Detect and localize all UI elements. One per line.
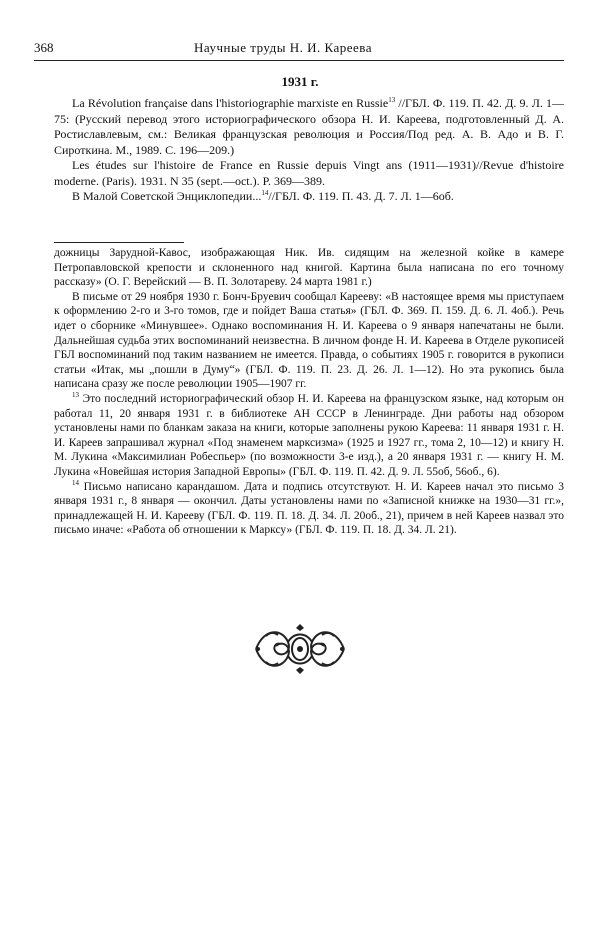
entry-title: В Малой Советской Энциклопедии...: [72, 189, 262, 203]
footnotes: [54, 246, 564, 538]
footnote-ref: 14: [261, 189, 269, 197]
ornament-icon: [252, 622, 348, 676]
footnote-separator: [54, 242, 184, 243]
footnote-13: [54, 392, 564, 480]
bibliography-entry: [54, 158, 564, 189]
footnote-number: 13: [72, 391, 79, 400]
entry-text: //ГБЛ. Ф. 119. П. 42. Д. 9. Л. 1—75: (Русский перевод этого историографического обзора Н. И. Кареева, подготовленный Д. А. Ростиславлевым, см.: Великая французская революция и Россия/Под ред. А. В. Адо и В. Г. Сироткина. М., 1989. С. 196—209.): [54, 96, 564, 157]
entry-text: //ГБЛ. Ф. 119. П. 43. Д. 7. Л. 1—6об.: [268, 189, 454, 203]
entry-title: La Révolution française dans l'historiographie marxiste en Russie: [72, 96, 389, 110]
year-heading: 1931 г.: [281, 74, 319, 89]
footnote-ref: 13: [388, 96, 396, 104]
footnote-text: Письмо написано карандашом. Дата и подпись отсутствуют. Н. И. Кареев начал это письмо 3 января 1931 г., 8 января — окончил. Даты установлены нами по «Записной книжке на 1930—31 гг.», принадлежащей Н. И. Карееву (ГБЛ. Ф. 119. П. 18. Д. 34. Л. 20об., 21), причем в ней Кареев назвал это письмо иначе: «Работа об отношении к Марксу» (ГБЛ. Ф. 119. П. 18. Д. 34. Л. 21).: [54, 480, 564, 537]
footnote-paragraph: В письме от 29 ноября 1930 г. Бонч-Бруевич сообщал Карееву: «В настоящее время мы приступаем к оформлению 2-го и 3-го томов, где и пойдет Ваша статья» (ГБЛ. Ф. 369. П. 159. Д. 6. Л. 4об.). Речь идет о сборнике «Минувшее». Однако воспоминания Н. И. Кареева о 9 января напечатаны не были. Дальнейшая судьба этих воспоминаний неизвестна. В личном фонде Н. И. Кареева в Отделе рукописей ГБЛ воспоминаний под таким названием не имеется. Правда, о событиях 1905 г. говорится в рукописи статьи «Итак, мы „пошли в Думу“» (ГБЛ. Ф. 119. П. 23. Д. 26. Л. 1—12). Но эта рукопись была написана сразу же после революции 1905—1907 гг.: [54, 290, 564, 391]
bibliography-list: [54, 96, 564, 205]
running-header: [34, 40, 564, 61]
bibliography-entry: [54, 96, 564, 158]
footnote-text: Это последний историографический обзор Н. И. Кареева на французском языке, над которым он работал 11, 20 января 1931 г. в библиотеке АН СССР в Ленинграде. Дни работы над обзором установлены нами по бланкам заказа на книги, которые заполнены рукою Кареева: 11 января 1931 г. Н. И. Кареев запрашивал журнал «Под знаменем марксизма» (1925 и 1927 гг., тома 2, 10—12) и книгу Н. М. Лукина «Максимилиан Робеспьер» (по возможности 3-е изд.), а 20 января 1931 г. — книгу Н. М. Лукина «Новейшая история Западной Европы» (ГБЛ. Ф. 119. П. 42. Д. 9. Л. 55об, 56об., 6).: [54, 392, 564, 478]
footnote-number: 14: [72, 478, 79, 487]
running-title: Научные труды Н. И. Кареева: [194, 40, 373, 55]
footnote-14: [54, 480, 564, 538]
entry-title: Les études sur l'histoire de France en Russie depuis Vingt ans (1911—1931)//Revue d'histoire moderne. (Paris). 1931. N 35 (sept.—oct.). P. 369—389.: [54, 158, 564, 188]
page-number: 368: [34, 40, 54, 55]
footnote-continuation: дожницы Зарудной-Кавос, изображающая Ник. Ив. сидящим на железной койке в камере Петропавловской крепости и склоненного над книгой. Картина была написана по его точному рассказу» (О. Г. Верейский — В. П. Золотареву. 24 марта 1981 г.): [54, 247, 564, 289]
bibliography-entry: [54, 189, 564, 205]
